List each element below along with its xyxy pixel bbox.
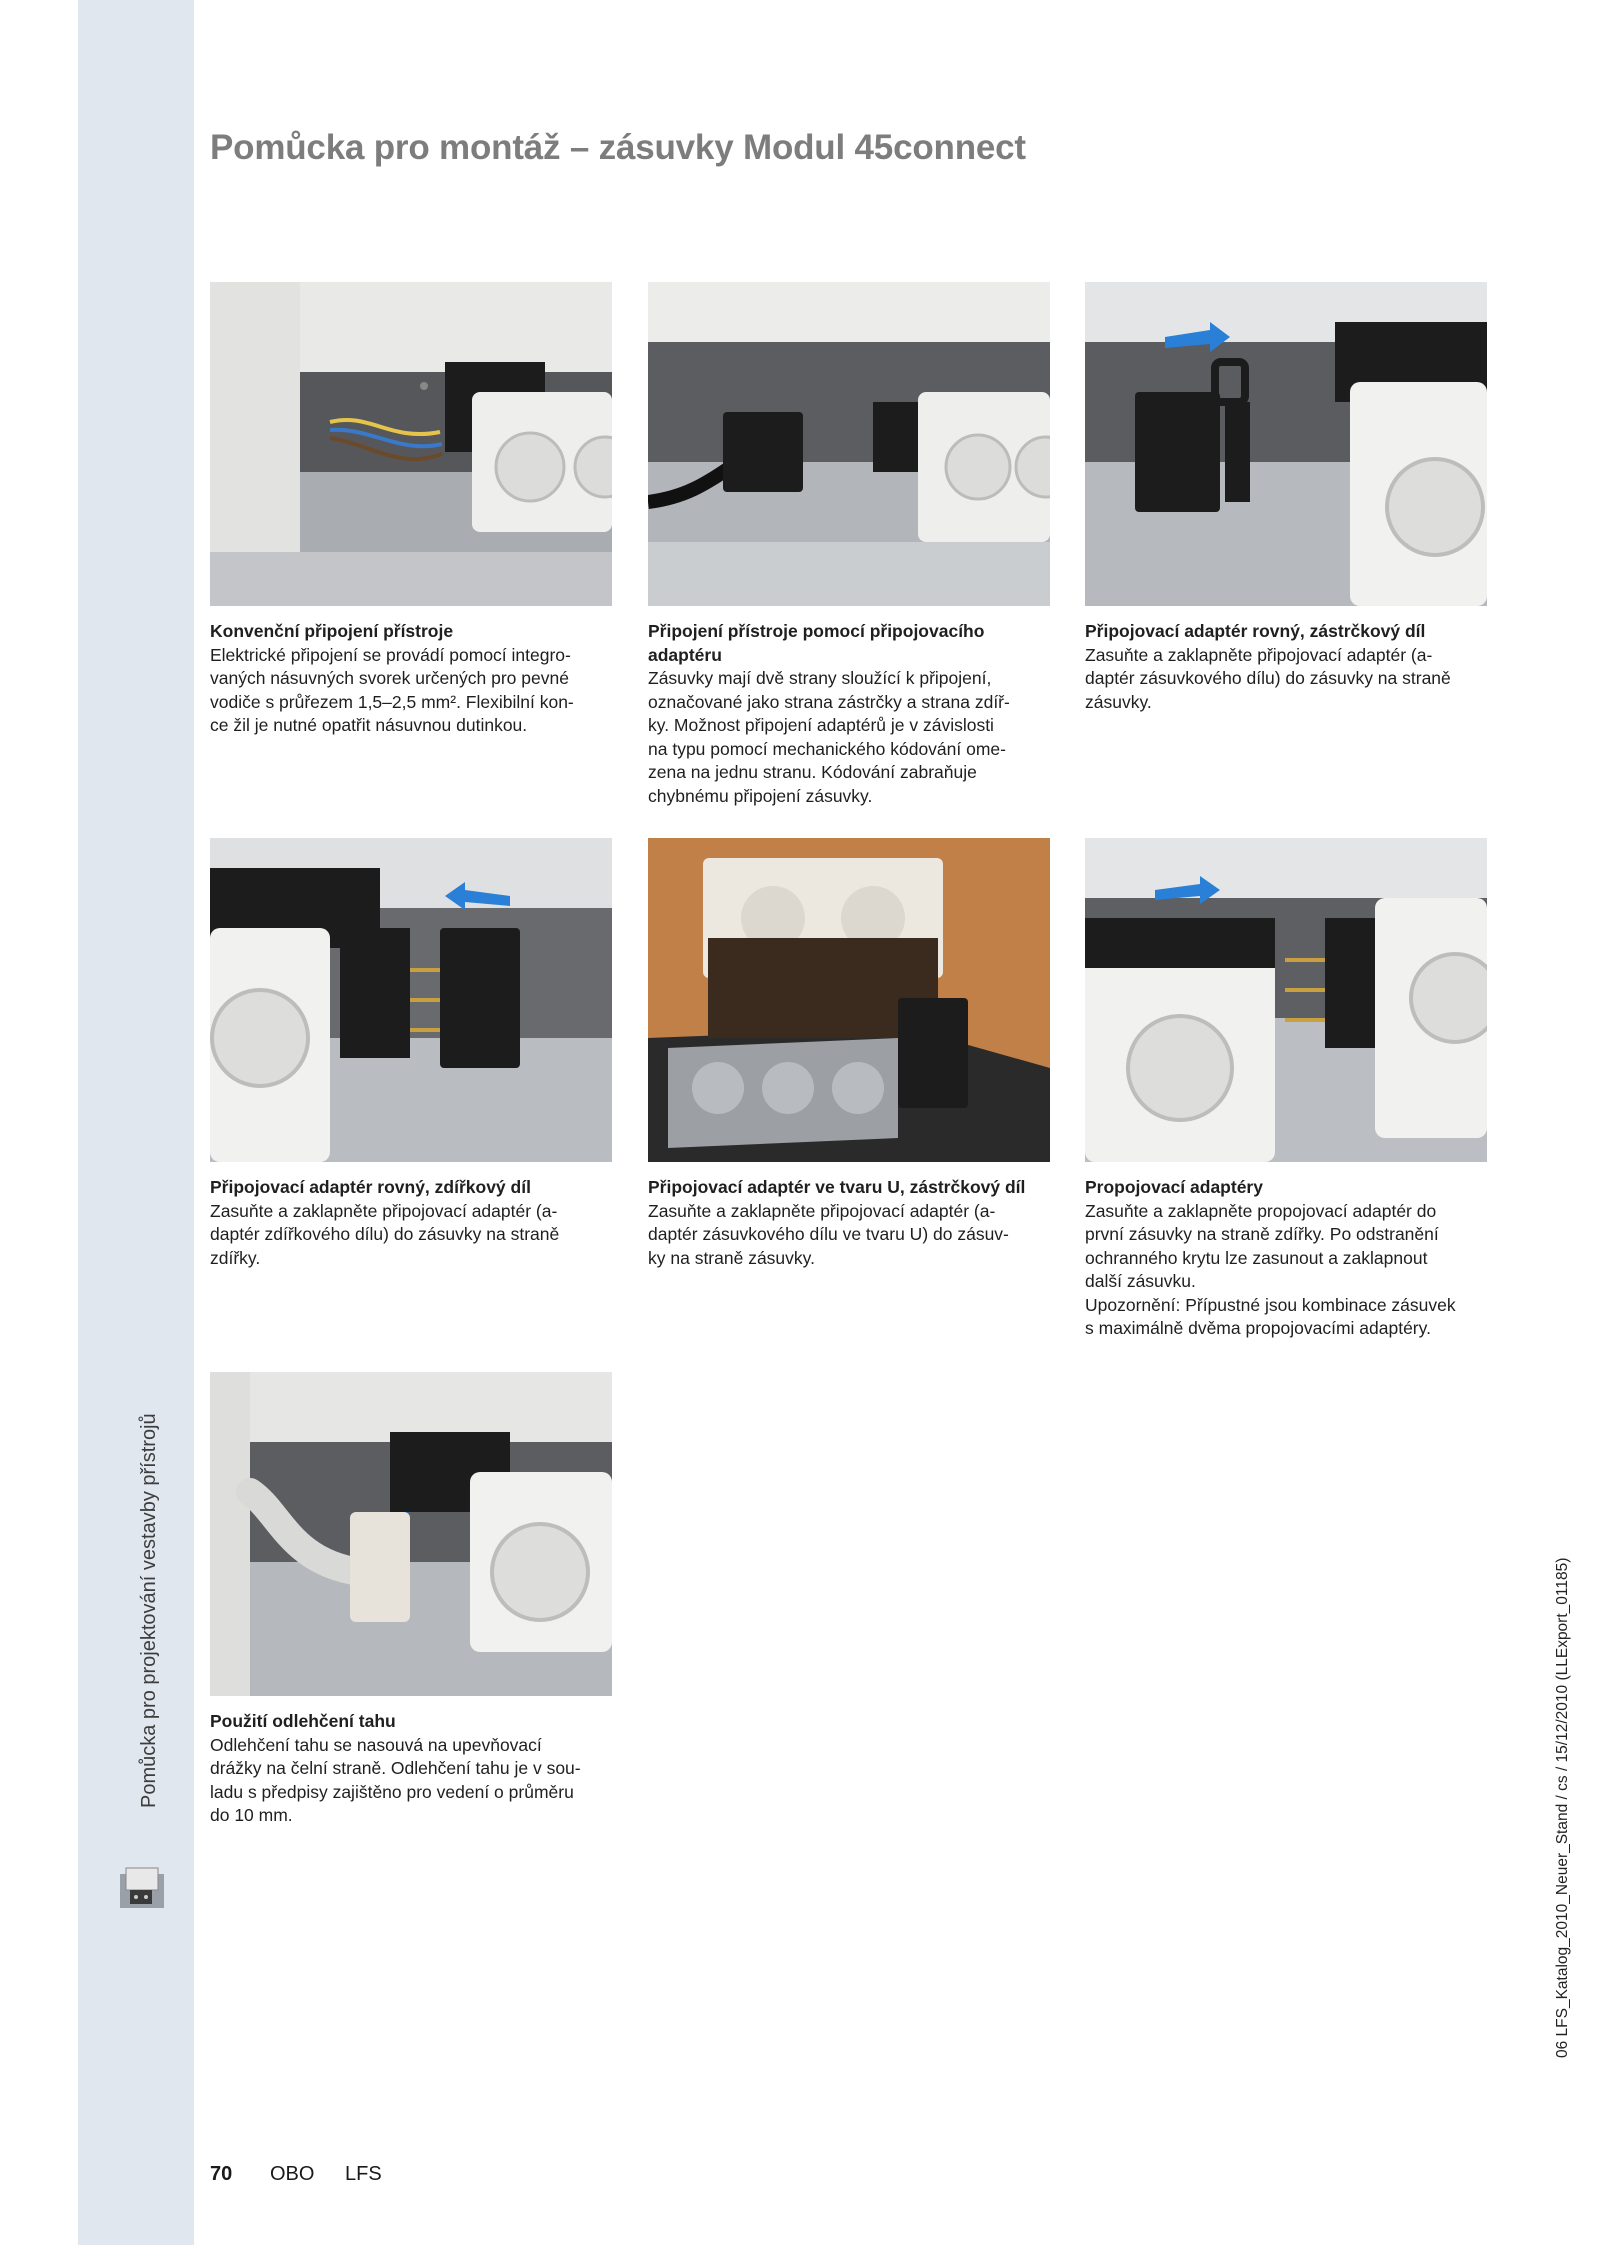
caption-title: Připojovací adaptér rovný, zástrčkový díl [1085, 621, 1426, 641]
caption-text: Zásuvky mají dvě strany sloužící k připojení, označované jako strana zástrčky a strana zdíř- ky. Možnost připojení adaptérů je v závislosti na typu pomocí mechanického kódování ome- zena na jednu stranu. Kódování zabraňuje chybnému připojení zásuvky. [648, 668, 1010, 806]
photo-u-shaped-adapter [648, 838, 1050, 1162]
caption-title: Připojovací adaptér ve tvaru U, zástrčkový díl [648, 1177, 1026, 1197]
caption-text: Elektrické připojení se provádí pomocí integro- vaných násuvných svorek určených pro pevné vodiče s průřezem 1,5–2,5 mm². Flexibilní kon- ce žil je nutné opatřit násuvnou dutinkou. [210, 644, 574, 735]
side-section-label: Pomůcka pro projektování vestavby přístrojů [138, 1413, 160, 1808]
caption-title: Připojení přístroje pomocí připojovacího adaptéru [648, 621, 985, 665]
photo-straight-adapter-plug-side [1085, 282, 1487, 606]
socket-thumbnail-icon [116, 1860, 168, 1912]
caption-7 [210, 1710, 612, 1828]
caption-title: Konvenční připojení přístroje [210, 621, 454, 641]
caption-3 [1085, 620, 1487, 714]
photo-conventional-connection [210, 282, 612, 606]
caption-2 [648, 620, 1050, 808]
caption-4 [210, 1176, 612, 1270]
page-number: 70 [210, 2163, 233, 2185]
photo-strain-relief [210, 1372, 612, 1696]
footer-brand: OBO [270, 2163, 315, 2185]
caption-1 [210, 620, 612, 738]
caption-text: Odlehčení tahu se nasouvá na upevňovací drážky na čelní straně. Odlehčení tahu je v sou- ladu s předpisy zajištěno pro vedení o průměru do 10 mm. [210, 1734, 581, 1825]
caption-text: Zasuňte a zaklapněte propojovací adaptér do první zásuvky na straně zdířky. Po odstranění ochranného krytu lze zasunout a zaklapnout další zásuvku. Upozornění: Přípustné jsou kombinace zásuvek s maximálně dvěma propojovacími adaptéry. [1085, 1200, 1456, 1338]
photo-interconnecting-adapters [1085, 838, 1487, 1162]
caption-text: Zasuňte a zaklapněte připojovací adaptér (a- daptér zásuvkového dílu) do zásuvky na straně zásuvky. [1085, 644, 1451, 712]
caption-6 [1085, 1176, 1487, 1341]
document-export-code: 06 LFS_Katalog_2010_Neuer_Stand / cs / 15/12/2010 (LLExport_01185) [1554, 1557, 1571, 2058]
footer-product-line: LFS [345, 2163, 382, 2185]
photo-adapter-connection [648, 282, 1050, 606]
caption-title: Použití odlehčení tahu [210, 1711, 396, 1731]
caption-5 [648, 1176, 1050, 1270]
caption-text: Zasuňte a zaklapněte připojovací adaptér (a- daptér zdířkového dílu) do zásuvky na straně zdířky. [210, 1200, 560, 1268]
photo-straight-adapter-socket-side [210, 838, 612, 1162]
page-title: Pomůcka pro montáž – zásuvky Modul 45connect [210, 128, 1026, 167]
caption-title: Připojovací adaptér rovný, zdířkový díl [210, 1177, 531, 1197]
caption-text: Zasuňte a zaklapněte připojovací adaptér (a- daptér zásuvkového dílu ve tvaru U) do zásuv- ky na straně zásuvky. [648, 1200, 1009, 1268]
caption-title: Propojovací adaptéry [1085, 1177, 1263, 1197]
